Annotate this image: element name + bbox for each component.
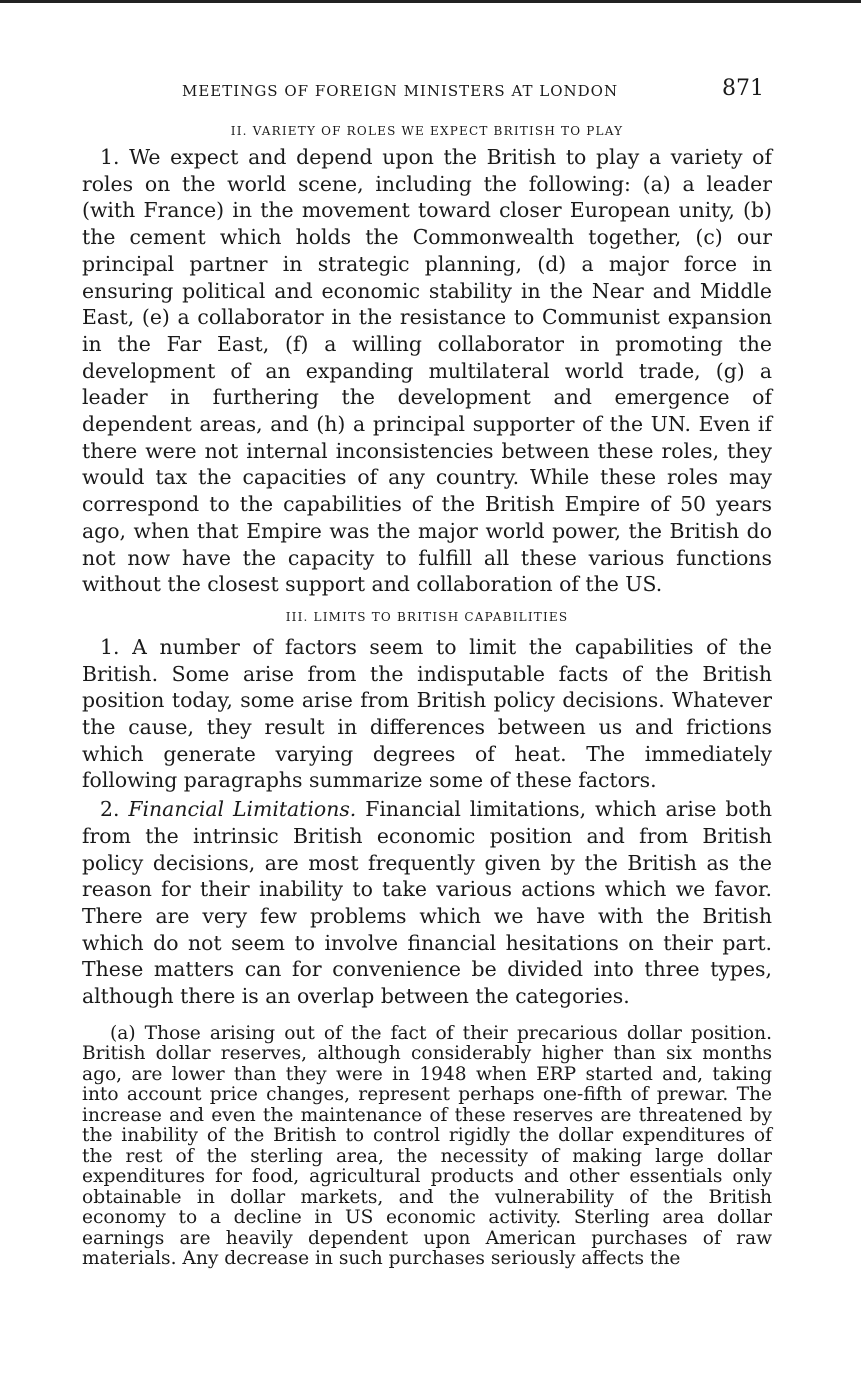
paragraph-financial-limitations: [82, 796, 772, 1010]
item-title: Financial Limitations.: [128, 797, 357, 822]
section-heading-limits: III. LIMITS TO BRITISH CAPABILITIES: [285, 609, 569, 624]
item-number: 2.: [100, 797, 120, 822]
document-page: [82, 70, 772, 1270]
page-top-rule: [0, 0, 861, 3]
section-heading-roles: II. VARIETY OF ROLES WE EXPECT BRITISH TO PLAY: [230, 124, 624, 138]
paragraph-limits-1: 1. A number of factors seem to limit the capabilities of the British. Some arise from the indisputable facts of the British position today, some arise from British policy decisions. Whatever the cause, they result in differences between us and frictions which generate varying degrees of heat. The immediately following paragraphs summarize some of these factors.: [82, 634, 772, 793]
subitem-text: Those arising out of the fact of their precarious dollar position. British dollar reserves, although considerably higher than six months ago, are lower than they were in 1948 when ERP started and, taking into account price changes, represent perhaps one-fifth of prewar. The increase and even the maintenance of these reserves are threatened by the inability of the British to control rigidly the dollar expenditures of the rest of the sterling area, the necessity of making large dollar expenditures for food, agricultural products and other essentials only obtainable in dollar markets, and the vulnerability of the British economy to a decline in US economic activity. Sterling area dollar earnings are heavily dependent upon American purchases of raw materials. Any decrease in such purchases seriously affects the: [82, 1022, 773, 1270]
page-header: [82, 70, 772, 110]
running-title: MEETINGS OF FOREIGN MINISTERS AT LONDON: [182, 82, 619, 100]
subitem-label: (a): [110, 1022, 136, 1044]
item-text: Financial limitations, which arise both from the intrinsic British economic position and from British policy decisions, are most frequently given by the British as the reason for their inability to take various actions which we favor. There are very few problems which we have with the British which do not seem to involve financial hesitations on their part. These matters can for convenience be divided into three types, although there is an overlap between the categories.: [82, 797, 773, 1009]
paragraph-roles-1: 1. We expect and depend upon the British to play a variety of roles on the world scene, including the following: (a) a leader (with France) in the movement toward closer European unity, (b) the cement which holds the Commonwealth together, (c) our principal partner in strategic planning, (d) a major force in ensuring political and economic stability in the Near and Middle East, (e) a collaborator in the resistance to Communist expansion in the Far East, (f) a willing collaborator in promoting the development of an expanding multilateral world trade, (g) a leader in furthering the development and emergence of dependent areas, and (h) a principal supporter of the UN. Even if there were not internal inconsistencies between these roles, they would tax the capacities of any country. While these roles may correspond to the capabilities of the British Empire of 50 years ago, when that Empire was the major world power, the British do not now have the capacity to fulfill all these various functions without the closest support and collaboration of the US.: [82, 145, 772, 597]
paragraph-subitem-a: [82, 1024, 772, 1270]
page-number: 871: [722, 76, 764, 101]
